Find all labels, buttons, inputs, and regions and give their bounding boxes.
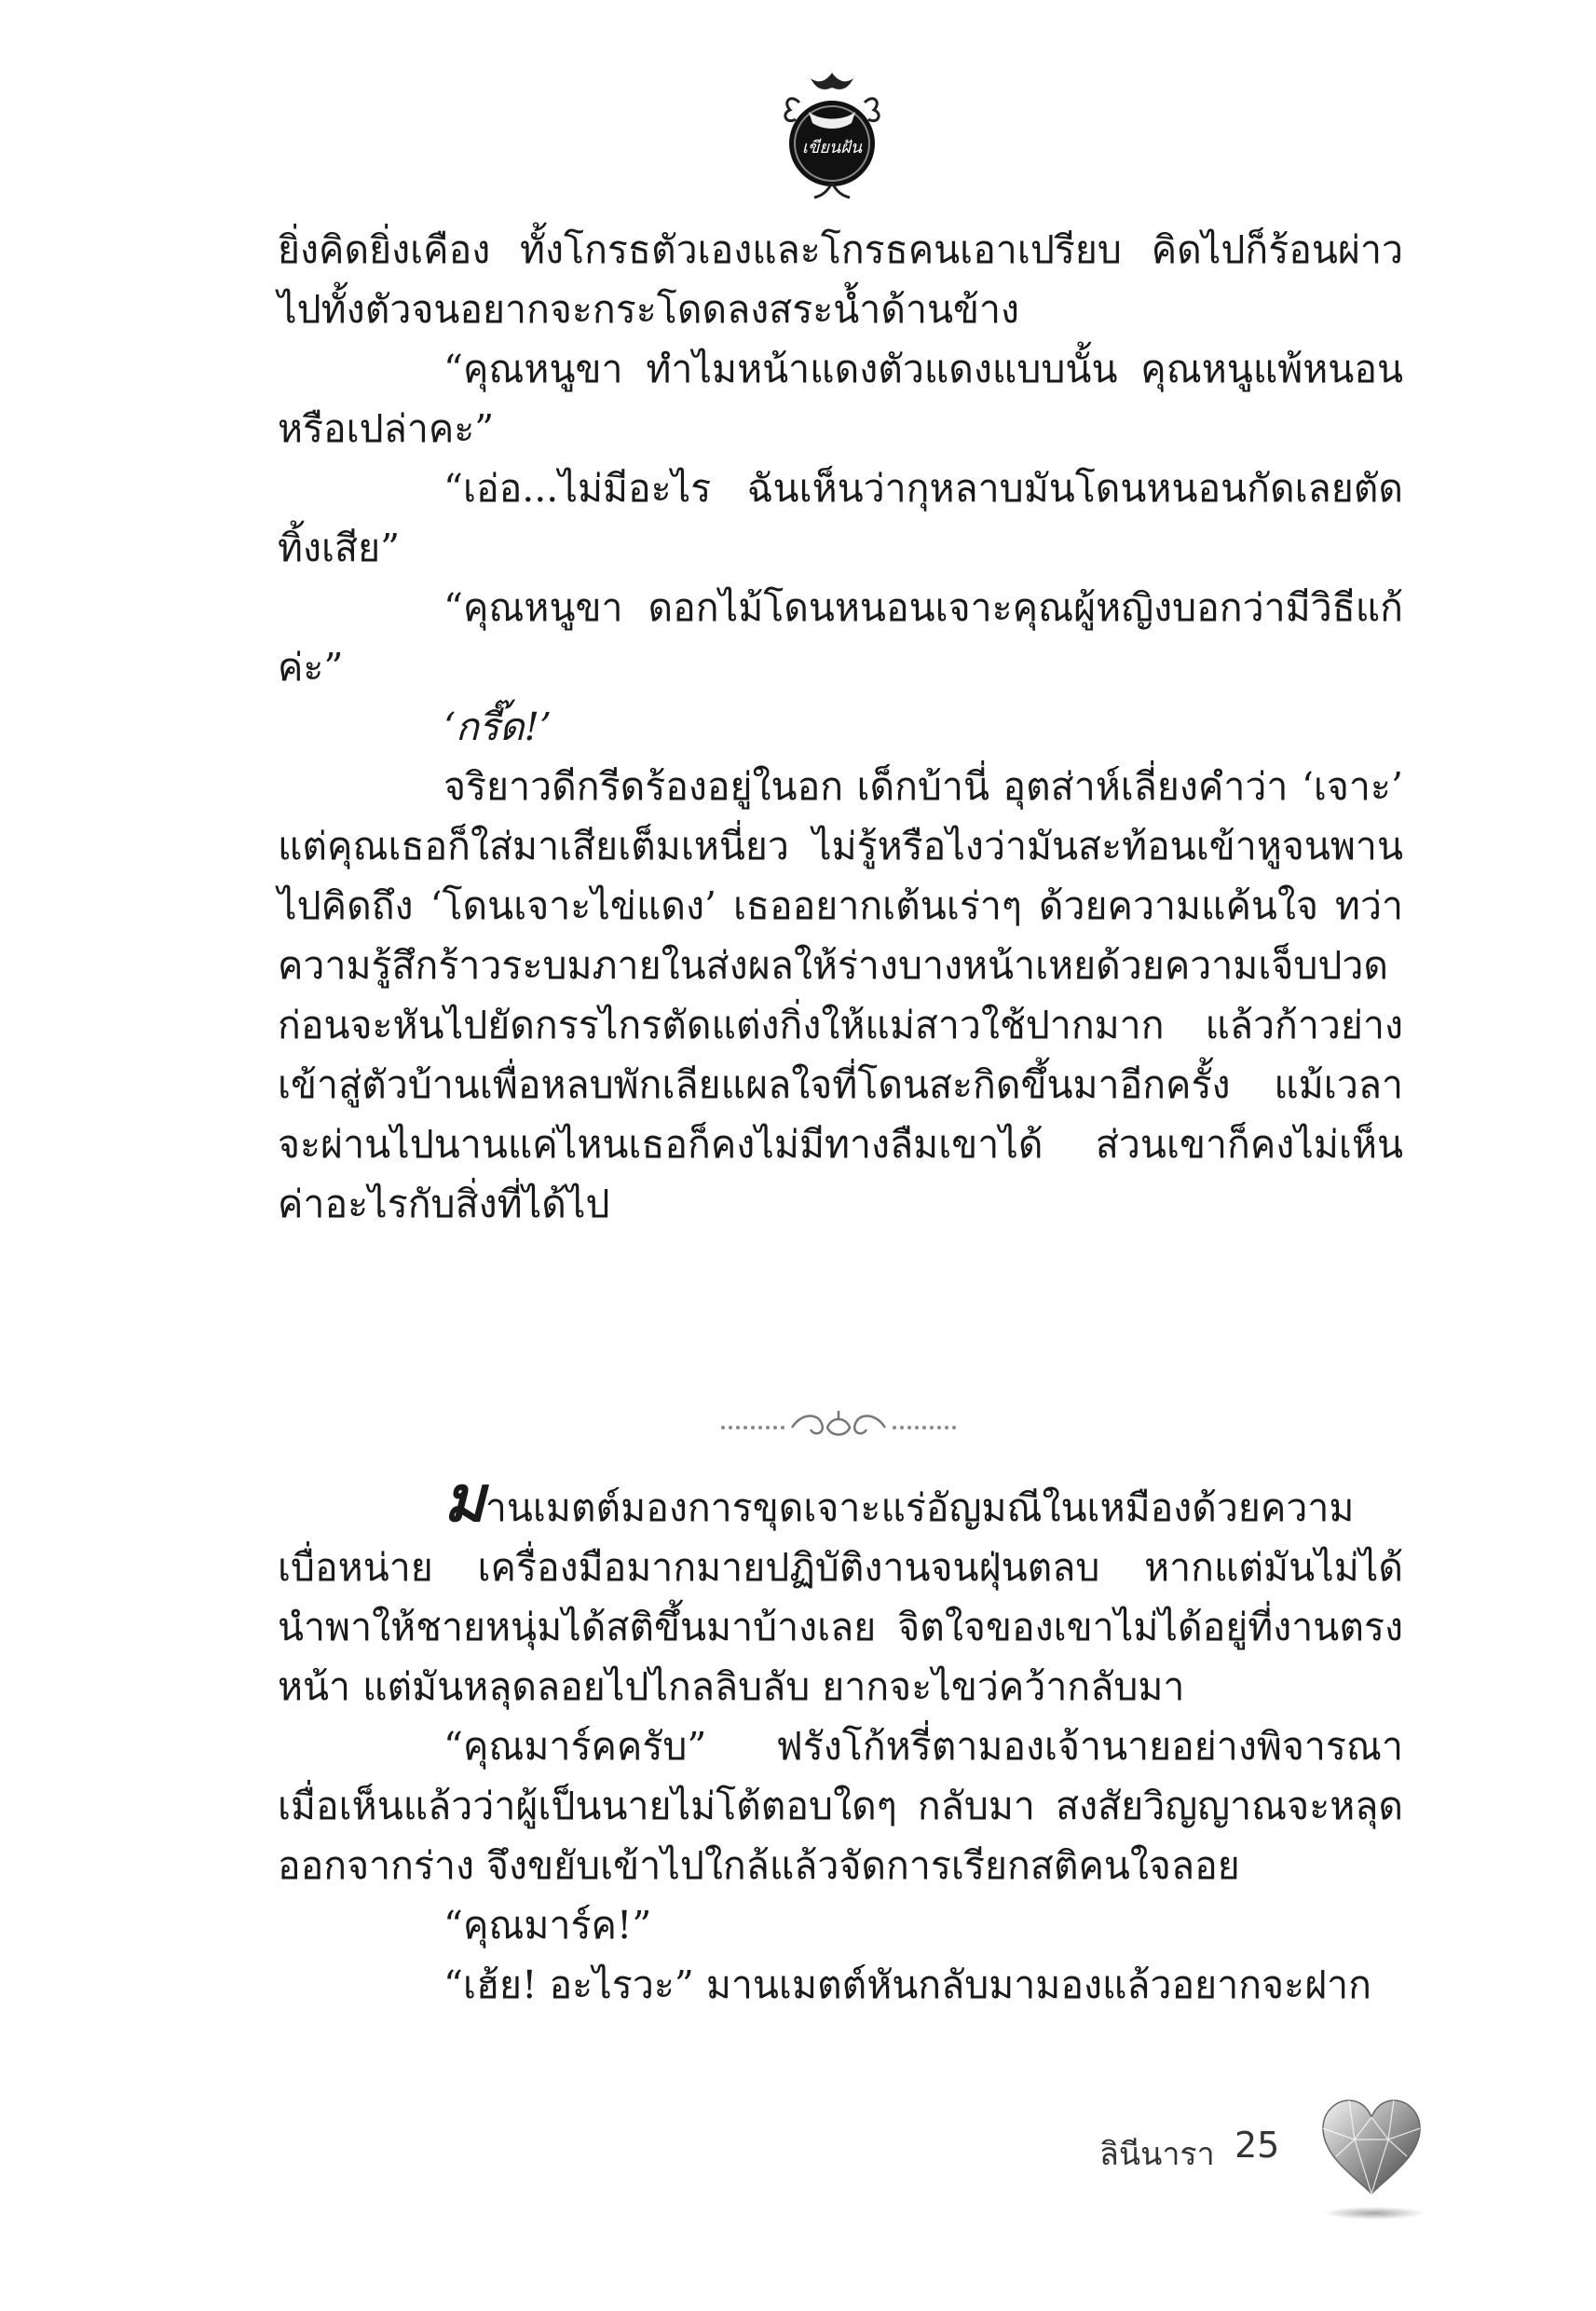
logo-ornament-icon	[785, 73, 879, 198]
author-name: ลินีนารา	[1099, 2136, 1215, 2173]
page-footer	[1062, 2097, 1435, 2236]
dialogue-line: “เอ่อ...ไม่มีอะไร ฉันเห็นว่ากุหลาบมันโดนหนอนกัดเลยตัดทิ้งเสีย”	[278, 466, 1403, 570]
paragraph: จริยาวดีกรีดร้องอยู่ในอก เด็กบ้านี่ อุตส่าห์เลี่ยงคำว่า ‘เจาะ’ แต่คุณเธอก็ใส่มาเสียเต็มเหนี่ยว ไม่รู้หรือไงว่ามันสะท้อนเข้าหูจนพานไปคิดถึง ‘โดนเจาะไข่แดง’ เธออยากเต้นเร่าๆ ด้วยความแค้นใจ ทว่าความรู้สึกร้าวระบมภายในส่งผลให้ร่างบางหน้าเหยด้วยความเจ็บปวดก่อนจะหันไปยัดกรรไกรตัดแต่งกิ่งให้แม่สาวใช้ปากมาก แล้วก้าวย่างเข้าสู่ตัวบ้านเพื่อหลบพักเลียแผลใจที่โดนสะกิดขึ้นมาอีกครั้ง แม้เวลาจะผ่านไปนานแค่ไหนเธอก็คงไม่มีทางลืมเขาได้ ส่วนเขาก็คงไม่เห็นค่าอะไรกับสิ่งที่ได้ไป	[278, 764, 1403, 1226]
dialogue-line: “คุณมาร์ค!”	[443, 1903, 652, 1948]
diamond-heart-icon	[1317, 2097, 1425, 2199]
page-number: 25	[1235, 2125, 1280, 2166]
paragraph: “คุณมาร์คครับ” ฟรังโก้หรี่ตามองเจ้านายอย่างพิจารณาเมื่อเห็นแล้วว่าผู้เป็นนายไม่โต้ตอบใดๆ กลับมา สงสัยวิญญาณจะหลุดออกจากร่าง จึงขยับเข้าไปใกล้แล้วจัดการเรียกสติคนใจลอย	[278, 1724, 1403, 1888]
paragraph-with-dropcap	[278, 1462, 1403, 1716]
paragraph-text: านเมตต์มองการขุดเจาะแร่อัญมณีในเหมืองด้วยความเบื่อหน่าย เครื่องมือมากมายปฏิบัติงานจนฝุ่นตลบ หากแต่มันไม่ได้นำพาให้ชายหนุ่มได้สติขึ้นมาบ้างเลย จิตใจของเขาไม่ได้อยู่ที่งานตรงหน้า แต่มันหลุดลอยไปไกลลิบลับ ยากจะไขว่คว้ากลับมา	[278, 1485, 1403, 1709]
heart-shadow	[1323, 2207, 1425, 2220]
publisher-logo	[762, 65, 902, 205]
exclamation-line: ‘กรี๊ด!’	[443, 704, 552, 749]
paragraph: ยิ่งคิดยิ่งเคือง ทั้งโกรธตัวเองและโกรธคนเอาเปรียบ คิดไปก็ร้อนผ่าวไปทั้งตัวจนอยากจะกระโดดลงสระน้ำด้านข้าง	[278, 227, 1403, 332]
dialogue-line: “เฮ้ย! อะไรวะ” มานเมตต์หันกลับมามองแล้วอยากจะฝาก	[443, 1962, 1371, 2007]
dialogue-line: “คุณหนูขา ทำไมหน้าแดงตัวแดงแบบนั้น คุณหนูแพ้หนอนหรือเปล่าคะ”	[278, 347, 1403, 451]
section-one	[278, 220, 1403, 1234]
dialogue-line: “คุณหนูขา ดอกไม้โดนหนอนเจาะคุณผู้หญิงบอกว่ามีวิธีแก้ค่ะ”	[278, 585, 1403, 690]
logo-text: เขียนฝัน	[801, 138, 863, 157]
dropcap-letter: ม	[443, 1462, 485, 1537]
section-two	[278, 1462, 1403, 2015]
section-divider-ornament-icon	[717, 1400, 960, 1446]
